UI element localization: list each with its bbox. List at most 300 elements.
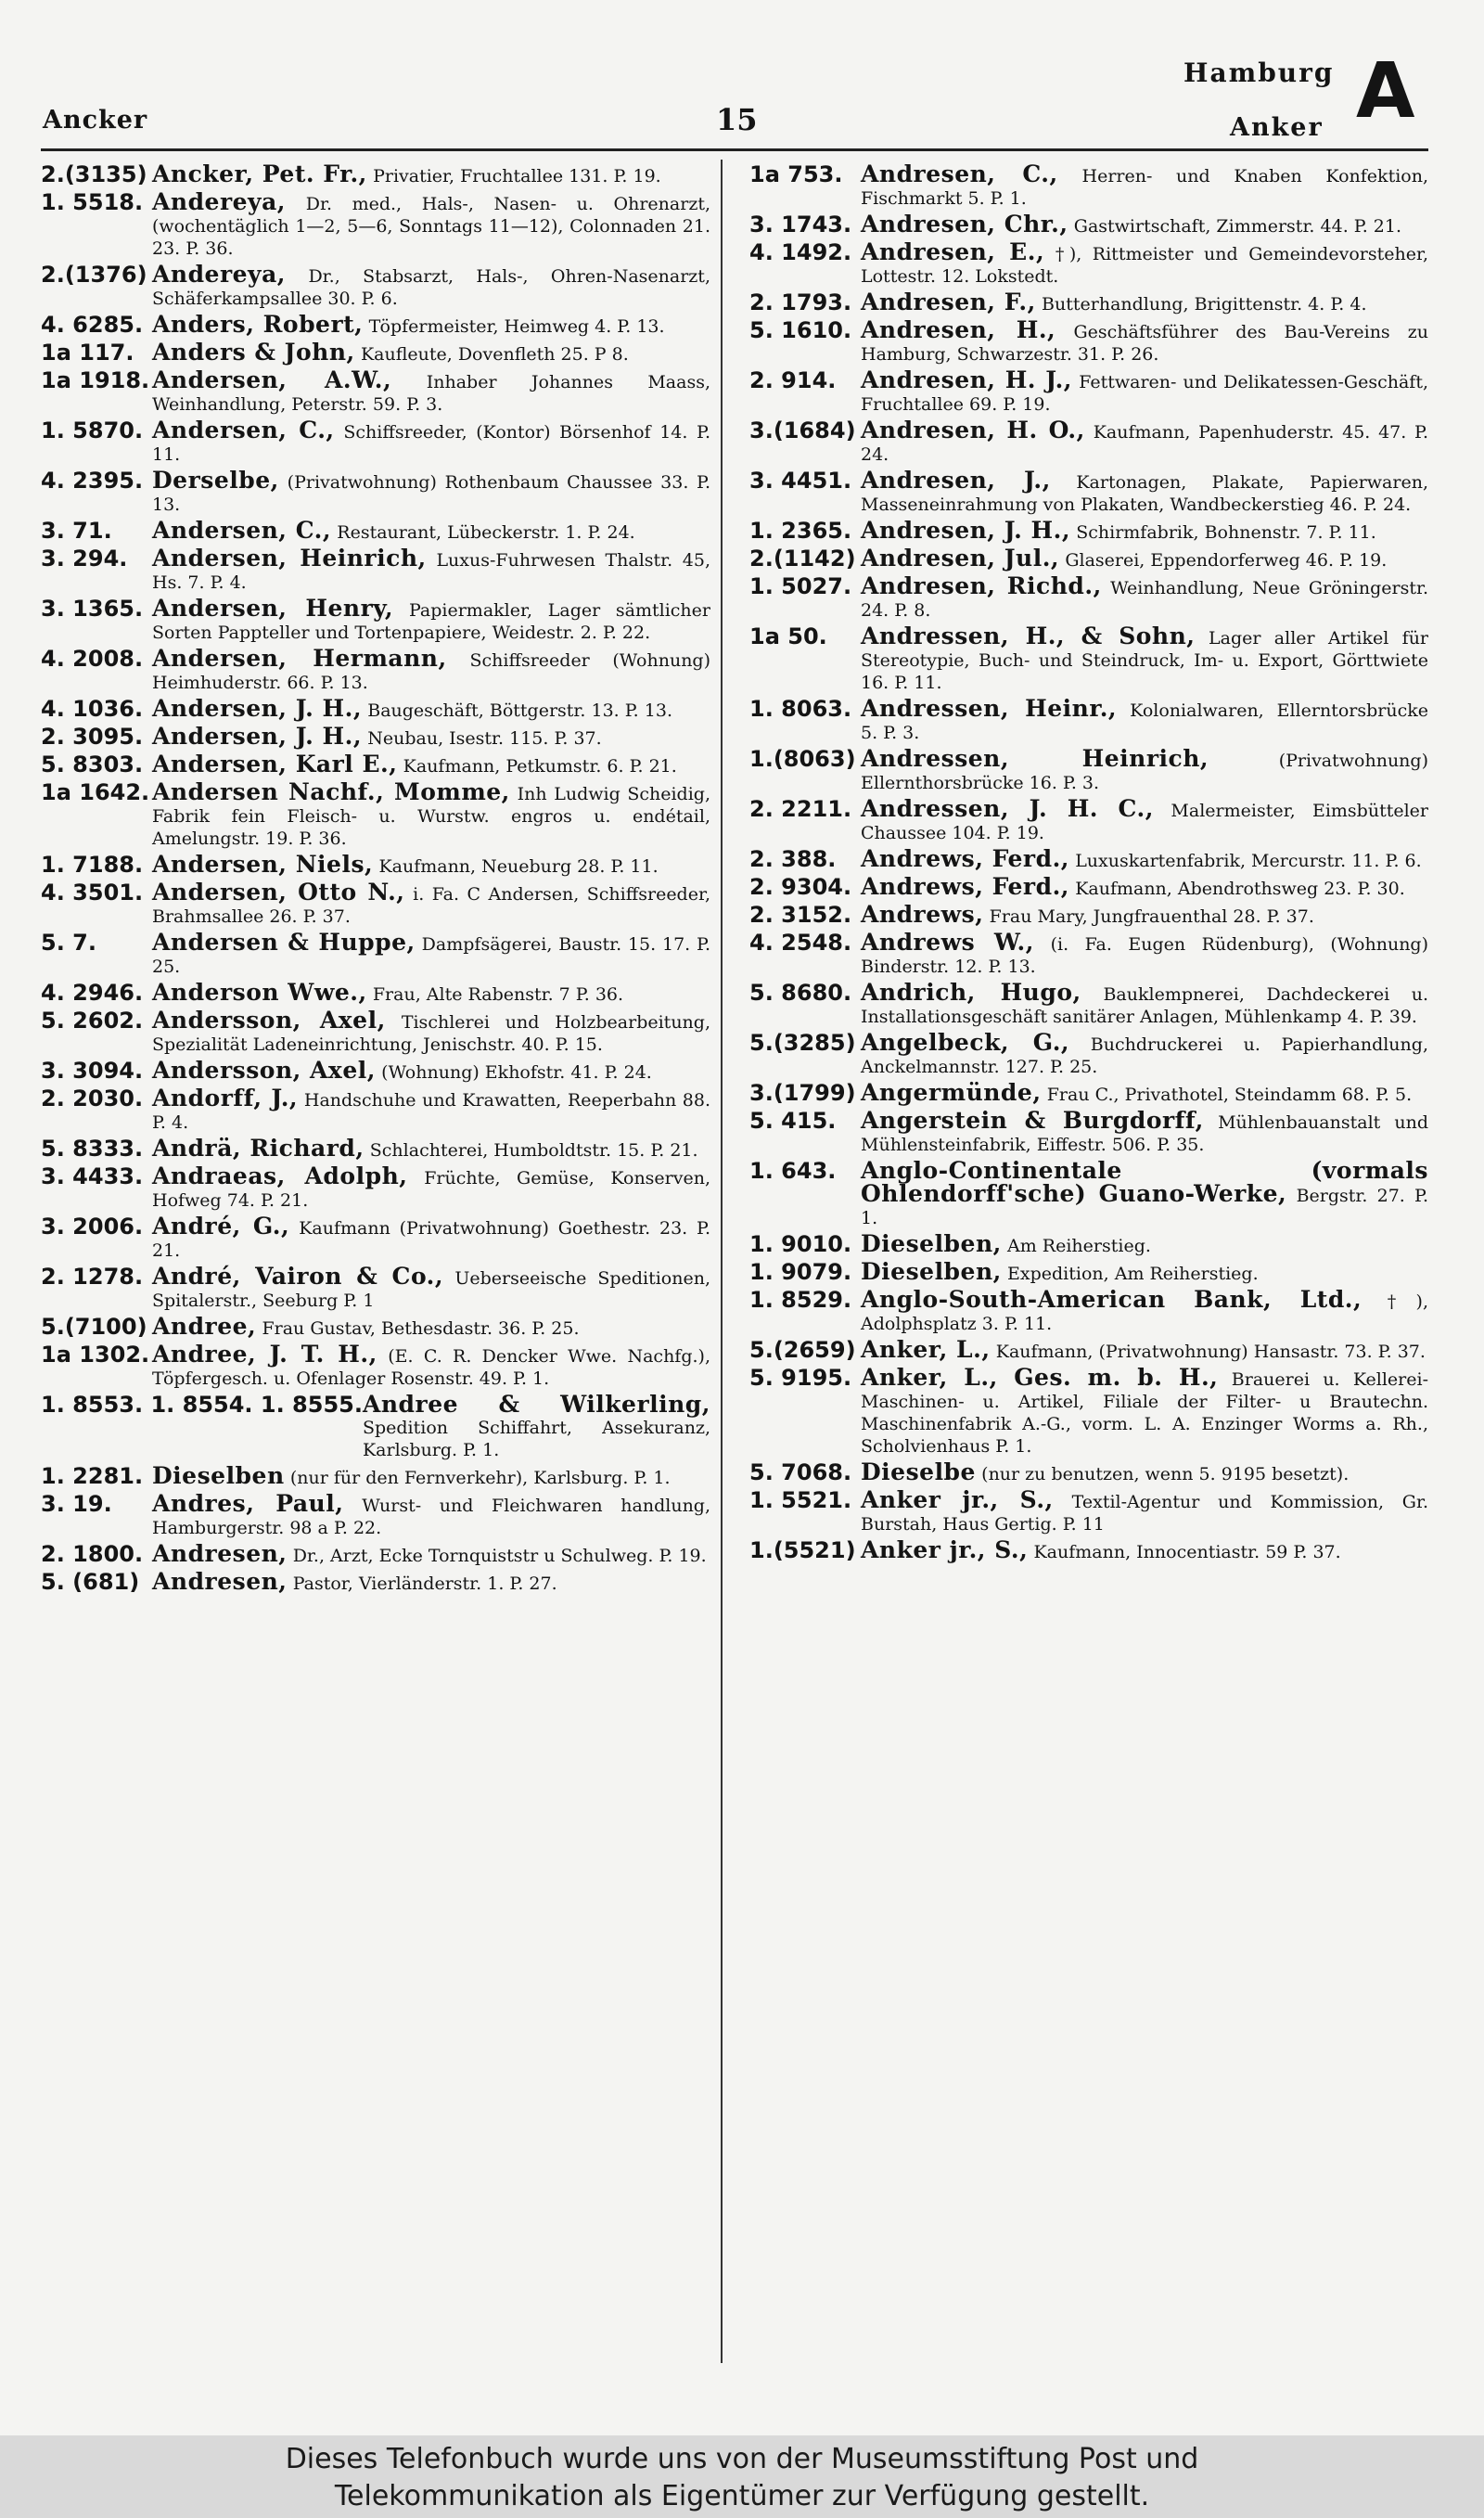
subscriber-name: Andersen, J. H., [152, 723, 363, 750]
subscriber-name: Anglo-Continentale (vormals Ohlendorff'sche) Guano-Werke, [861, 1157, 1428, 1207]
directory-entry [41, 1540, 710, 1571]
directory-entry [41, 547, 710, 597]
subscriber-details: Papiermakler, Lager sämtlicher Sorten Pappteller und Tortenpapiere, Weidestr. 2. P. 22. [152, 600, 710, 643]
subscriber-name: Andersen, Niels, [152, 851, 374, 878]
subscriber-name: Anderson Wwe., [152, 979, 367, 1006]
entry-text [861, 1107, 1428, 1156]
subscriber-name: Anders, Robert, [152, 311, 364, 338]
phone-number: 1a 50. [749, 623, 827, 649]
phone-number: 2.(1142) [749, 546, 856, 572]
directory-entry [749, 795, 1428, 848]
subscriber-name: Andresen, Chr., [861, 211, 1068, 238]
subscriber-details: Dampfsägerei, Baustr. 15. 17. P. 25. [152, 934, 710, 977]
phone-number: 5.(3285) [749, 1030, 856, 1056]
subscriber-name: Anker, L., Ges. m. b. H., [861, 1364, 1219, 1391]
subscriber-name: Andersen & Huppe, [152, 929, 416, 956]
phone-number: 5. 7068. [749, 1459, 852, 1485]
subscriber-name: Andresen, H. O., [861, 417, 1085, 443]
subscriber-details: Lager aller Artikel für Stereotypie, Buch- und Steindruck, Im- u. Export, Görttwiete 16. P. 11. [861, 628, 1429, 693]
directory-entry [41, 366, 711, 419]
subscriber-details: Textil-Agentur und Kommission, Gr. Burstah, Haus Gertig. P. 11 [861, 1492, 1428, 1535]
phone-number: 5. 9195. [749, 1365, 852, 1391]
subscriber-name: Andersen, A.W., [152, 366, 392, 393]
directory-entry [749, 238, 1428, 291]
footer-line-1: Dieses Telefonbuch wurde uns von der Museumsstiftung Post und [285, 2443, 1199, 2475]
subscriber-details: Kaufmann, (Privatwohnung) Hansastr. 73. P. 37. [995, 1342, 1426, 1362]
phone-number: 2.(1376) [41, 262, 147, 288]
phone-number: 1. 9010. [749, 1231, 852, 1257]
subscriber-details: (Privatwohnung) Ellernthorsbrücke 16. P. 3. [861, 751, 1428, 793]
entry-text [152, 517, 710, 544]
subscriber-details: Mühlenbauanstalt und Mühlensteinfabrik, Eiffestr. 506. P. 35. [861, 1112, 1428, 1155]
subscriber-name: Andressen, J. H. C., [861, 795, 1154, 822]
directory-entry [749, 419, 1428, 469]
subscriber-name: Andersen, J. H., [152, 695, 363, 722]
subscriber-name: André, G., [152, 1213, 290, 1240]
entry-text [861, 1029, 1428, 1078]
phone-number: 1. 8553. 1. 8554. 1. 8555. [41, 1392, 363, 1418]
directory-entry [749, 1107, 1428, 1160]
subscriber-details: Kaufmann, Neueburg 28. P. 11. [378, 856, 659, 877]
subscriber-name: Andraeas, Adolph, [152, 1163, 408, 1189]
subscriber-details: Schiffsreeder, (Kontor) Börsenhof 14. P. 11. [152, 422, 710, 465]
entry-text [861, 291, 1428, 315]
directory-entry [41, 469, 710, 520]
entry-text [152, 366, 711, 416]
subscriber-name: Anker, L., [861, 1336, 991, 1363]
phone-number: 1. 5521. [749, 1487, 852, 1513]
entry-text [861, 901, 1428, 928]
directory-entry [749, 845, 1428, 876]
directory-entry [41, 1087, 710, 1137]
subscriber-name: Andresen, Richd., [861, 572, 1102, 599]
directory-entry [41, 979, 710, 1009]
entry-text [861, 1336, 1428, 1363]
subscriber-details: Baugeschäft, Böttgerstr. 13. P. 13. [367, 700, 672, 721]
phone-number: 2. 1793. [749, 289, 852, 315]
subscriber-name: Anders & John, [152, 339, 355, 366]
subscriber-details: Kaufmann, Petkumstr. 6. P. 21. [403, 756, 677, 777]
entry-text [152, 1009, 710, 1056]
subscriber-details: (nur zu benutzen, wenn 5. 9195 besetzt). [981, 1464, 1350, 1484]
subscriber-details: Kaufleute, Dovenfleth 25. P 8. [360, 344, 629, 365]
entry-text [152, 1137, 710, 1162]
phone-number: 1. 5870. [41, 418, 144, 443]
directory-entry [749, 873, 1428, 904]
entry-text [152, 1215, 710, 1262]
subscriber-name: Andersen Nachf., Momme, [152, 778, 510, 805]
subscriber-details: Luxus-Fuhrwesen Thalstr. 45, Hs. 7. P. 4. [152, 550, 710, 593]
subscriber-name: Ancker, Pet. Fr., [152, 161, 367, 187]
directory-entry [41, 1568, 710, 1599]
directory-entry [41, 851, 710, 881]
subscriber-name: Andree, [152, 1313, 257, 1340]
directory-entry [41, 778, 711, 854]
entry-text [152, 1087, 710, 1134]
entry-text [152, 1540, 710, 1567]
page-number: 15 [716, 102, 758, 137]
entry-text [152, 341, 710, 366]
phone-number: 1. 9079. [749, 1259, 852, 1285]
subscriber-details: Schiffsreeder (Wohnung) Heimhuderstr. 66. P. 13. [152, 650, 711, 693]
directory-entry [749, 1364, 1428, 1461]
directory-entry [749, 931, 1428, 982]
phone-number: 1a 117. [41, 340, 134, 366]
subscriber-name: Andersen, C., [152, 517, 332, 544]
entry-text [152, 753, 710, 777]
directory-entry [41, 188, 710, 263]
subscriber-details: Kolonialwaren, Ellerntorsbrücke 5. P. 3. [861, 700, 1428, 743]
phone-number: 4. 6285. [41, 312, 144, 338]
directory-entry [749, 163, 1428, 213]
phone-number: 2. 9304. [749, 874, 852, 900]
directory-entry [749, 1336, 1428, 1367]
subscriber-details: Pastor, Vierländerstr. 1. P. 27. [292, 1574, 557, 1594]
entry-text [152, 1057, 710, 1084]
subscriber-details: Malermeister, Eimsbütteler Chaussee 104. P. 19. [861, 801, 1428, 843]
subscriber-name: Andersson, Axel, [152, 1007, 386, 1034]
subscriber-name: Andersen, Karl E., [152, 751, 398, 777]
phone-number: 2. 3152. [749, 902, 852, 928]
directory-entry [41, 263, 710, 314]
running-head-left: Ancker [43, 106, 148, 135]
phone-number: 5. 8680. [749, 980, 852, 1006]
phone-number: 4. 2008. [41, 646, 144, 672]
subscriber-name: Andersen, C., [152, 417, 335, 443]
subscriber-name: Andresen, [152, 1568, 288, 1595]
subscriber-details: Früchte, Gemüse, Konserven, Hofweg 74. P. 21. [152, 1168, 711, 1211]
subscriber-name: Anglo-South-American Bank, Ltd., [861, 1286, 1362, 1313]
subscriber-name: Andrews, Ferd., [861, 873, 1069, 900]
phone-number: 1a 1918. [41, 367, 150, 393]
subscriber-name: Andresen, J., [861, 467, 1051, 494]
subscriber-details: (Wohnung) Ekhofstr. 41. P. 24. [381, 1062, 652, 1083]
subscriber-name: Andrich, Hugo, [861, 979, 1081, 1006]
phone-number: 3. 1365. [41, 596, 144, 622]
phone-number: 1.(5521) [749, 1537, 856, 1563]
directory-entry [41, 1313, 710, 1343]
entry-text [152, 1462, 710, 1489]
entry-text [861, 366, 1428, 416]
subscriber-details: Kaufmann (Privatwohnung) Goethestr. 23. P. 21. [152, 1218, 711, 1261]
directory-entry [749, 547, 1428, 575]
subscriber-details: Herren- und Knaben Konfektion, Fischmarkt 5. P. 1. [861, 166, 1428, 209]
entry-text [861, 1079, 1428, 1106]
subscriber-details: Schlachterei, Humboldtstr. 15. P. 21. [369, 1140, 698, 1161]
directory-entry [749, 316, 1428, 369]
subscriber-name: Dieselben, [861, 1258, 1002, 1285]
subscriber-name: Andersen, Otto N., [152, 879, 405, 906]
running-head-right: Anker [1230, 113, 1324, 142]
directory-entry [41, 517, 710, 547]
subscriber-name: Angelbeck, G., [861, 1029, 1070, 1056]
subscriber-name: Andresen, Jul., [861, 545, 1060, 572]
entry-text [861, 213, 1428, 238]
subscriber-details: Weinhandlung, Neue Gröningerstr. 24. P. 8. [861, 578, 1428, 621]
footer-line-2: Telekommunikation als Eigentümer zur Verfügung gestellt. [334, 2480, 1150, 2512]
phone-number: 4. 2548. [749, 930, 852, 956]
entry-text [861, 572, 1428, 622]
subscriber-details: Butterhandlung, Brigittenstr. 4. P. 4. [1042, 294, 1367, 315]
directory-entry [749, 1258, 1428, 1289]
directory-entry [749, 901, 1428, 931]
subscriber-name: Angermünde, [861, 1079, 1042, 1106]
phone-number: 3. 4451. [749, 468, 852, 494]
entry-text [152, 1490, 711, 1539]
subscriber-details: †), Rittmeister und Gemeindevorsteher, Lottestr. 12. Lokstedt. [861, 244, 1428, 287]
directory-entry [41, 311, 710, 341]
phone-number: 4. 3501. [41, 880, 144, 906]
phone-number: 5. 2602. [41, 1008, 144, 1034]
directory-entry [749, 291, 1428, 319]
entry-text [152, 1265, 710, 1312]
entry-text [861, 419, 1428, 466]
directory-entry [41, 723, 710, 753]
phone-number: 3. 294. [41, 546, 128, 572]
subscriber-details: Kaufmann, Abendrothsweg 23. P. 30. [1075, 879, 1405, 899]
entry-text [861, 1157, 1428, 1229]
subscriber-name: Derselbe, [152, 467, 279, 494]
subscriber-name: Andersen, Hermann, [152, 645, 447, 672]
directory-entry [41, 753, 710, 781]
entry-text [152, 645, 711, 694]
header-rule [41, 148, 1428, 151]
phone-number: 3. 19. [41, 1491, 112, 1517]
directory-entry [749, 213, 1428, 241]
subscriber-details: Geschäftsführer des Bau-Vereins zu Hamburg, Schwarzestr. 31. P. 26. [861, 322, 1428, 365]
entry-text [861, 1258, 1428, 1285]
subscriber-name: André, Vairon & Co., [152, 1263, 444, 1290]
directory-entry [41, 1215, 710, 1265]
entry-text [152, 311, 710, 338]
entry-text [152, 851, 710, 878]
subscriber-details: Dr. med., Hals-, Nasen- u. Ohrenarzt, (wochentäglich 1—2, 5—6, Sonntags 11—12), Colonnaden 21. 23. P. 36. [152, 194, 710, 259]
entry-text [861, 1536, 1428, 1563]
phone-number: 1a 1642. [41, 779, 150, 805]
directory-entry [41, 597, 710, 648]
subscriber-details: Neubau, Isestr. 115. P. 37. [367, 728, 602, 749]
entry-text [152, 163, 710, 187]
directory-entry [41, 1490, 711, 1543]
entry-text [861, 845, 1428, 872]
phone-number: 4. 1492. [749, 239, 852, 265]
directory-entry [41, 931, 710, 982]
entry-text [861, 517, 1428, 544]
subscriber-details: Bergstr. 27. P. 1. [861, 1186, 1428, 1228]
directory-entry [41, 645, 711, 698]
directory-entry [749, 745, 1428, 798]
directory-entry [749, 1079, 1428, 1110]
phone-number: 1. 643. [749, 1158, 837, 1184]
subscriber-name: Andree, J. T. H., [152, 1341, 377, 1368]
subscriber-name: Andresen, F., [861, 289, 1036, 315]
phone-number: 1. 8063. [749, 696, 852, 722]
entry-text [861, 745, 1428, 794]
phone-number: 1.(8063) [749, 746, 856, 772]
subscriber-details: (nur für den Fernverkehr), Karlsburg. P. 1. [289, 1468, 671, 1488]
phone-number: 1. 2365. [749, 518, 852, 544]
subscriber-name: Andresen, E., [861, 238, 1045, 265]
entry-text [152, 979, 710, 1006]
subscriber-details: Frau C., Privathotel, Steindamm 68. P. 5. [1046, 1085, 1413, 1105]
subscriber-name: Angerstein & Burgdorff, [861, 1107, 1204, 1134]
directory-entry [749, 572, 1428, 625]
entry-text [861, 1286, 1428, 1335]
subscriber-details: Restaurant, Lübeckerstr. 1. P. 24. [337, 522, 635, 543]
directory-entry [749, 1458, 1428, 1489]
phone-number: 5. (681) [41, 1569, 140, 1595]
directory-entry [41, 1137, 710, 1165]
subscriber-details: Frau Mary, Jungfrauenthal 28. P. 37. [989, 906, 1314, 927]
entry-text [152, 1343, 710, 1390]
subscriber-details: (Privatwohnung) Rothenbaum Chaussee 33. P. 13. [152, 472, 711, 515]
entry-text [152, 547, 710, 594]
entry-text [861, 1486, 1428, 1535]
subscriber-name: Andressen, Heinr., [861, 695, 1118, 722]
subscriber-name: Andrews, [861, 901, 984, 928]
entry-text [861, 695, 1428, 744]
subscriber-details: Buchdruckerei u. Papierhandlung, Anckelmannstr. 127. P. 25. [861, 1034, 1428, 1077]
subscriber-name: Andressen, H., & Sohn, [861, 623, 1196, 649]
directory-entry [41, 341, 710, 369]
subscriber-name: Andressen, Heinrich, [861, 745, 1209, 772]
subscriber-name: Andersen, Heinrich, [152, 545, 427, 572]
subscriber-name: Andersen, Henry, [152, 595, 394, 622]
left-column [41, 163, 710, 1599]
entry-text [861, 1230, 1428, 1257]
subscriber-name: Andresen, J. H., [861, 517, 1071, 544]
subscriber-details: (E. C. R. Dencker Wwe. Nachfg.), Töpfergesch. u. Ofenlager Rosenstr. 49. P. 1. [152, 1346, 710, 1389]
entry-text [861, 795, 1428, 844]
phone-number: 4. 2946. [41, 980, 144, 1006]
directory-entry [41, 1391, 710, 1465]
phone-number: 3.(1799) [749, 1080, 856, 1106]
phone-number: 3. 3094. [41, 1058, 144, 1084]
phone-number: 5. 1610. [749, 317, 852, 343]
phone-number: 2. 3095. [41, 724, 144, 750]
entry-text [861, 625, 1428, 694]
phone-number: 5. 7. [41, 930, 96, 956]
footer-notice [0, 2435, 1484, 2518]
entry-text [152, 931, 710, 978]
phone-number: 4. 1036. [41, 696, 144, 722]
subscriber-details: (i. Fa. Eugen Rüdenburg), (Wohnung) Binderstr. 12. P. 13. [861, 934, 1428, 977]
directory-entry [749, 1286, 1428, 1339]
subscriber-details: Dr., Arzt, Ecke Tornquiststr u Schulweg. P. 19. [292, 1546, 707, 1566]
directory-entry [749, 1536, 1428, 1567]
entry-text [152, 188, 710, 260]
entry-text [152, 695, 710, 722]
directory-entry [749, 1230, 1428, 1261]
subscriber-details: Töpfermeister, Heimweg 4. P. 13. [368, 316, 665, 337]
subscriber-name: Andrews, Ferd., [861, 845, 1069, 872]
entry-text [152, 419, 710, 466]
subscriber-details: Frau, Alte Rabenstr. 7 P. 36. [372, 984, 624, 1005]
directory-entry [41, 881, 710, 931]
subscriber-details: †), Adolphsplatz 3. P. 11. [861, 1291, 1428, 1334]
subscriber-details: Gastwirtschaft, Zimmerstr. 44. P. 21. [1073, 216, 1402, 237]
directory-entry [41, 1057, 710, 1087]
phone-number: 1. 5518. [41, 189, 144, 215]
entry-text [152, 881, 710, 928]
entry-text [861, 238, 1428, 288]
subscriber-details: Fettwaren- und Delikatessen-Geschäft, Fruchtallee 69. P. 19. [861, 372, 1428, 415]
subscriber-details: Brauerei u. Kellerei-Maschinen- u. Artikel, Filiale der Filter- u Brautechn. Maschinenfabrik A.-G., vorm. L. A. Enzinger Worms a. Rh., Scholvienhaus P. 1. [861, 1369, 1428, 1457]
subscriber-details: Am Reiherstieg. [1007, 1236, 1151, 1256]
directory-entry [749, 1157, 1428, 1233]
phone-number: 5.(7100) [41, 1314, 147, 1340]
entry-text [152, 597, 710, 644]
directory-entry [749, 695, 1428, 748]
directory-entry [41, 1462, 710, 1493]
directory-entry [749, 469, 1428, 520]
entry-text [861, 873, 1428, 900]
phone-number: 4. 2395. [41, 468, 144, 494]
subscriber-name: Andresen, C., [861, 161, 1058, 187]
subscriber-name: Dieselben, [861, 1230, 1002, 1257]
phone-number: 1. 8529. [749, 1287, 852, 1313]
subscriber-details: Dr., Stabsarzt, Hals-, Ohren-Nasenarzt, Schäferkampsallee 30. P. 6. [152, 266, 710, 309]
entry-text [152, 263, 710, 310]
phone-number: 3. 1743. [749, 212, 852, 238]
subscriber-name: Anker jr., S., [861, 1486, 1054, 1513]
right-column [749, 163, 1428, 1567]
directory-entry [41, 695, 710, 726]
phone-number: 3.(1684) [749, 418, 856, 443]
entry-text [152, 778, 711, 850]
subscriber-name: Andresen, H., [861, 316, 1056, 343]
subscriber-details: Spedition Schiffahrt, Assekuranz, Karlsburg. P. 1. [362, 1418, 710, 1460]
directory-entry [749, 979, 1428, 1032]
phone-number: 1a 1302. [41, 1342, 150, 1368]
entry-text [152, 469, 710, 516]
phone-number: 2. 2211. [749, 796, 852, 822]
directory-entry [749, 1029, 1428, 1082]
subscriber-name: Andorff, J., [152, 1085, 299, 1111]
phone-number: 2. 914. [749, 367, 837, 393]
subscriber-details: Frau Gustav, Bethesdastr. 36. P. 25. [262, 1318, 580, 1339]
entry-text [152, 1165, 710, 1212]
subscriber-name: Andereya, [152, 261, 286, 288]
phone-number: 1. 7188. [41, 852, 144, 878]
subscriber-details: Tischlerei und Holzbearbeitung, Spezialität Ladeneinrichtung, Jenischstr. 40. P. 15. [152, 1012, 710, 1055]
subscriber-details: Kaufmann, Innocentiastr. 59 P. 37. [1033, 1542, 1341, 1562]
subscriber-details: Kartonagen, Plakate, Papierwaren, Masseneinrahmung von Plakaten, Wandbeckerstieg 46. P. 24. [861, 472, 1428, 515]
subscriber-details: Expedition, Am Reiherstieg. [1007, 1264, 1259, 1284]
subscriber-name: Dieselben [152, 1462, 285, 1489]
entry-text [152, 1568, 710, 1595]
entry-text [861, 931, 1428, 978]
phone-number: 5. 8333. [41, 1136, 144, 1162]
subscriber-details: Glaserei, Eppendorferweg 46. P. 19. [1065, 550, 1388, 571]
phone-number: 3. 2006. [41, 1214, 144, 1240]
directory-entry [41, 419, 710, 469]
directory-entry [41, 1343, 710, 1394]
subscriber-name: Andrews W., [861, 929, 1034, 956]
directory-entry [41, 1165, 710, 1215]
entry-text [861, 163, 1428, 210]
subscriber-name: Anker jr., S., [861, 1536, 1029, 1563]
subscriber-name: Andersson, Axel, [152, 1057, 376, 1084]
entry-text [861, 547, 1428, 572]
directory-entry [41, 163, 710, 191]
phone-number: 5.(2659) [749, 1337, 856, 1363]
entry-text [861, 979, 1428, 1028]
phone-number: 3. 71. [41, 518, 112, 544]
entry-text [861, 316, 1428, 366]
subscriber-details: i. Fa. C Andersen, Schiffsreeder, Brahmsallee 26. P. 37. [152, 884, 710, 927]
directory-entry [749, 625, 1428, 698]
